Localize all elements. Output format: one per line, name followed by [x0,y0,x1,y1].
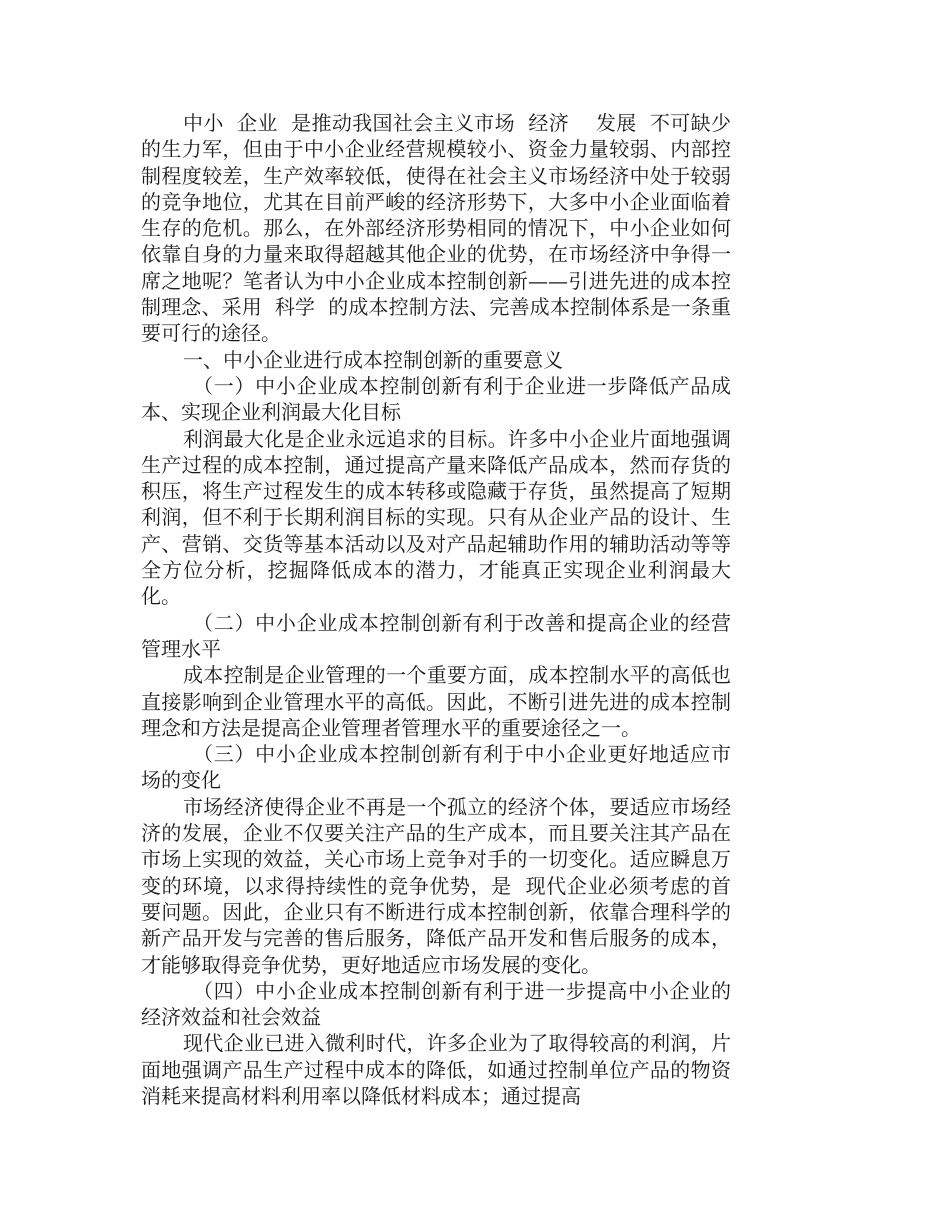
body-paragraph: 市场经济使得企业不再是一个孤立的经济个体，要适应市场经济的发展，企业不仅要关注产品的生产成本，而且要关注其产品在市场上实现的效益，关心市场上竞争对手的一切变化。适应瞬息万变的环境，以求得持续性的竞争优势，是 现代企业必须考虑的首要问题。因此，企业只有不断进行成本控制创新，依靠合理科学的新产品开发与完善的售后服务，降低产品开发和售后服务的成本，才能够取得竞争优势，更好地适应市场发展的变化。 [141,794,731,977]
subsection-heading: （一）中小企业成本控制创新有利于企业进一步降低产品成本、实现企业利润最大化目标 [141,373,731,425]
section-heading: 一、中小企业进行成本控制创新的重要意义 [183,347,563,372]
subsection-heading: （四）中小企业成本控制创新有利于进一步提高中小企业的经济效益和社会效益 [141,978,731,1030]
intro-paragraph: 中小 企业 是推动我国社会主义市场 经济 发展 不可缺少的生力军，但由于中小企业经营规模较小、资金力量较弱、内部控制程度较差，生产效率较低，使得在社会主义市场经济中处于较弱的竞争地位，尤其在目前严峻的经济形势下，大多中小企业面临着生存的危机。那么，在外部经济形势相同的情况下，中小企业如何依靠自身的力量来取得超越其他企业的优势，在市场经济中争得一席之地呢？笔者认为中小企业成本控制创新——引进先进的成本控制理念、采用 科学 的成本控制方法、完善成本控制体系是一条重要可行的途径。 [141,111,731,346]
document-body [141,110,731,1109]
subsection-heading: （三）中小企业成本控制创新有利于中小企业更好地适应市场的变化 [141,742,731,793]
body-paragraph: 现代企业已进入微利时代，许多企业为了取得较高的利润，片面地强调产品生产过程中成本的降低，如通过控制单位产品的物资消耗来提高材料利用率以降低材料成本；通过提高 [141,1031,731,1108]
subsection-heading: （二）中小企业成本控制创新有利于改善和提高企业的经营管理水平 [141,610,731,661]
body-paragraph: 成本控制是企业管理的一个重要方面，成本控制水平的高低也直接影响到企业管理水平的高低。因此，不断引进先进的成本控制理念和方法是提高企业管理者管理水平的重要途径之一。 [141,663,731,740]
body-paragraph: 利润最大化是企业永远追求的目标。许多中小企业片面地强调生产过程的成本控制，通过提高产量来降低产品成本，然而存货的积压，将生产过程发生的成本转移或隐藏于存货，虽然提高了短期利润，但不利于长期利润目标的实现。只有从企业产品的设计、生产、营销、交货等基本活动以及对产品起辅助作用的辅助活动等等全方位分析，挖掘降低成本的潜力，才能真正实现企业利润最大化。 [141,426,731,609]
